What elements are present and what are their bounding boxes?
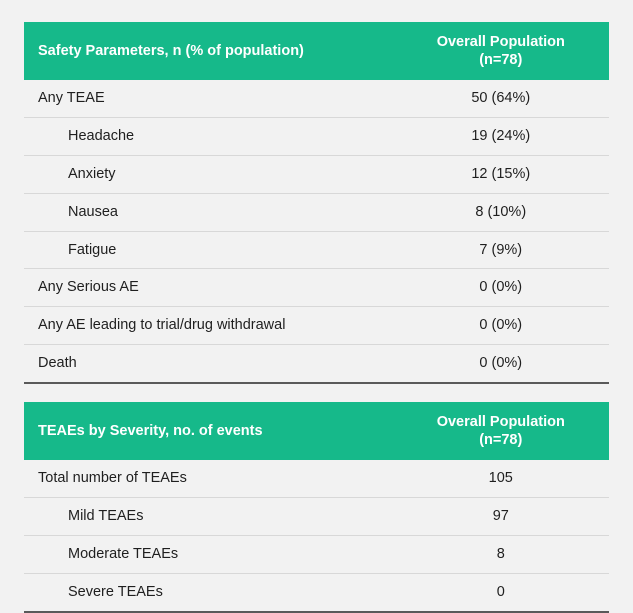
table-body xyxy=(24,460,609,611)
row-value: 0 (0%) xyxy=(393,269,609,307)
row-value: 0 (0%) xyxy=(393,307,609,345)
row-label: Mild TEAEs xyxy=(24,498,393,536)
table-row xyxy=(24,573,609,611)
table-row xyxy=(24,345,609,383)
column-header-safety-parameters: Safety Parameters, n (% of population) xyxy=(24,22,393,80)
row-label: Nausea xyxy=(24,193,393,231)
row-label: Fatigue xyxy=(24,231,393,269)
column-header-line1: Overall Population xyxy=(436,34,565,50)
row-value: 0 (0%) xyxy=(393,345,609,383)
row-label: Moderate TEAEs xyxy=(24,535,393,573)
row-value: 97 xyxy=(393,498,609,536)
table-row xyxy=(24,193,609,231)
column-header-line2: (n=78) xyxy=(479,432,523,449)
table-row xyxy=(24,460,609,497)
table-row xyxy=(24,535,609,573)
row-label: Total number of TEAEs xyxy=(24,460,393,497)
row-label: Severe TEAEs xyxy=(24,573,393,611)
row-label: Any AE leading to trial/drug withdrawal xyxy=(24,307,393,345)
row-label: Any TEAE xyxy=(24,80,393,117)
teaes-by-severity-table xyxy=(24,402,609,613)
table-row xyxy=(24,231,609,269)
row-value: 8 (10%) xyxy=(393,193,609,231)
table-row xyxy=(24,269,609,307)
row-label: Death xyxy=(24,345,393,383)
table-row xyxy=(24,498,609,536)
table-row xyxy=(24,80,609,117)
table-row xyxy=(24,307,609,345)
row-label: Anxiety xyxy=(24,155,393,193)
row-value: 7 (9%) xyxy=(393,231,609,269)
row-value: 12 (15%) xyxy=(393,155,609,193)
column-header-line1: Overall Population xyxy=(436,414,565,430)
header-row xyxy=(24,402,609,460)
row-value: 19 (24%) xyxy=(393,118,609,156)
column-header-teaes-by-severity: TEAEs by Severity, no. of events xyxy=(24,402,393,460)
header-row xyxy=(24,22,609,80)
column-header-line2: (n=78) xyxy=(479,52,523,69)
row-label: Headache xyxy=(24,118,393,156)
row-value: 105 xyxy=(393,460,609,497)
table-body xyxy=(24,80,609,383)
row-label: Any Serious AE xyxy=(24,269,393,307)
table-row xyxy=(24,155,609,193)
row-value: 0 xyxy=(393,573,609,611)
table-row xyxy=(24,118,609,156)
table-header xyxy=(24,22,609,80)
column-header-overall-population xyxy=(393,402,609,460)
table-header xyxy=(24,402,609,460)
row-value: 8 xyxy=(393,535,609,573)
safety-parameters-table xyxy=(24,22,609,384)
column-header-overall-population xyxy=(393,22,609,80)
row-value: 50 (64%) xyxy=(393,80,609,117)
